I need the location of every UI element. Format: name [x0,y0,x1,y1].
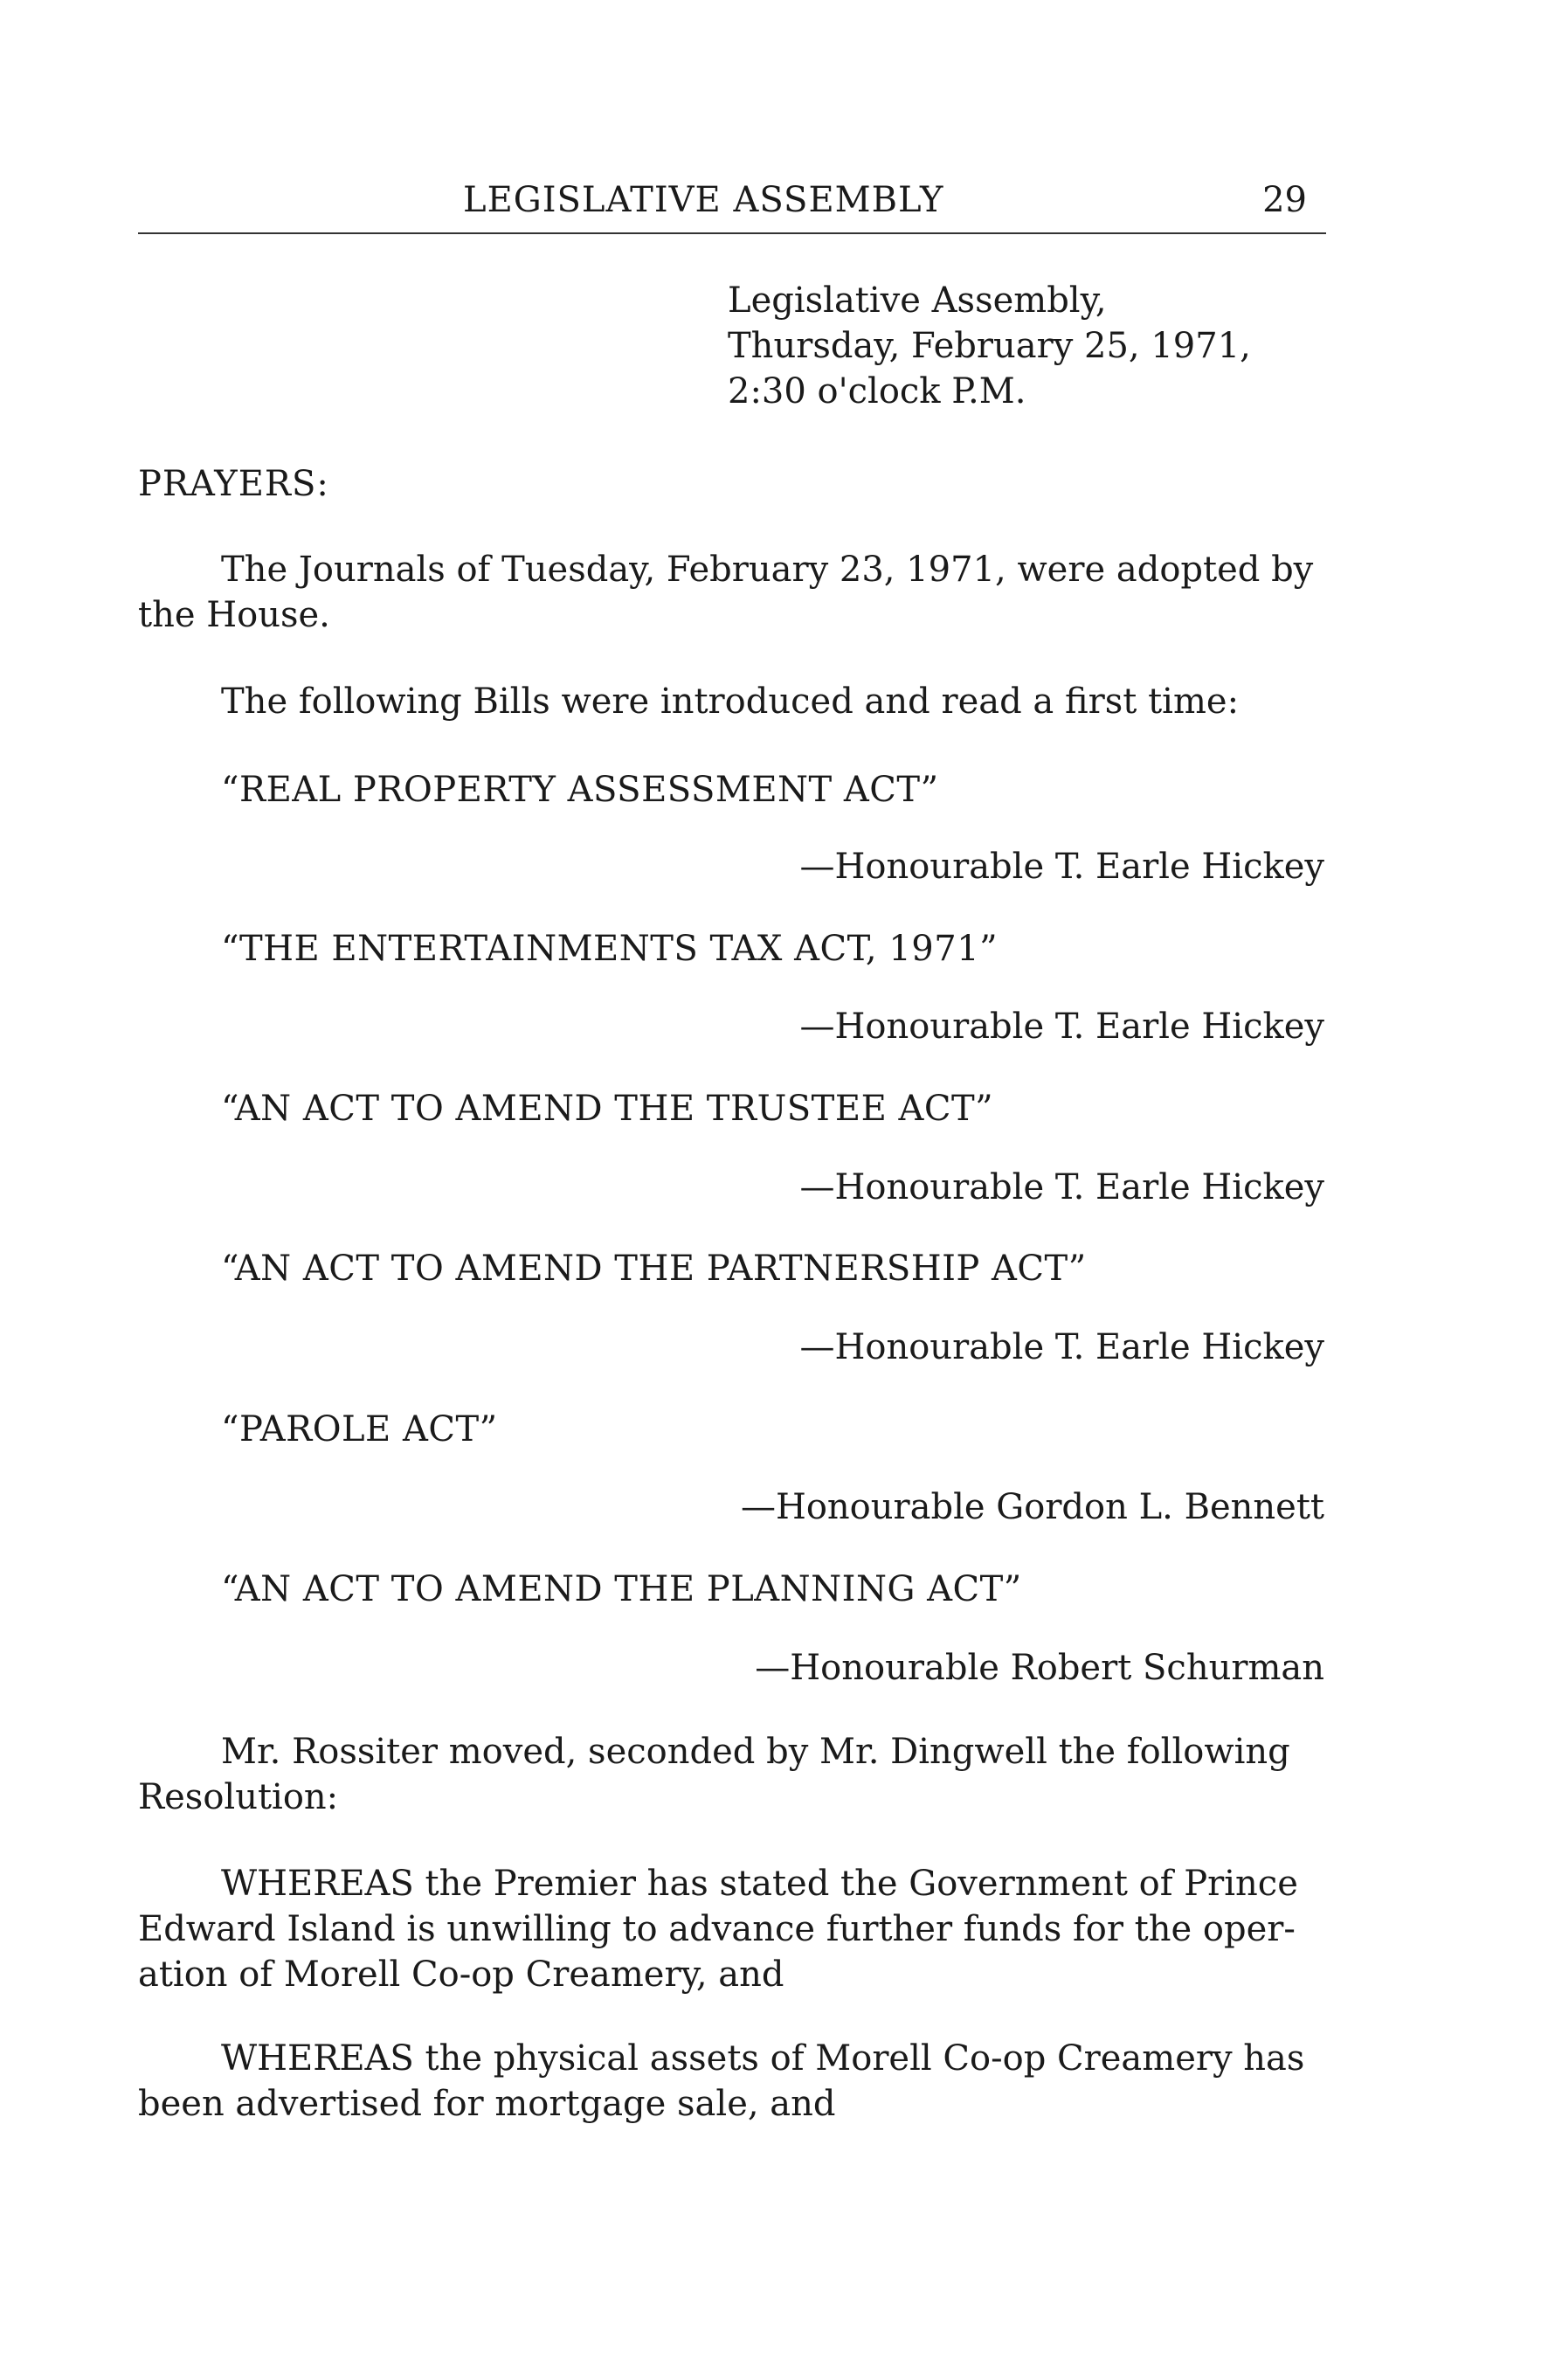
whereas-2-line-1: WHEREAS the physical assets of Morell Co-op Creamery has [221,2038,1305,2079]
journals-line-1: The Journals of Tuesday, February 23, 1971, were adopted by [221,550,1314,590]
bill-sponsor: —Honourable T. Earle Hickey [799,1167,1324,1207]
whereas-1-line-1: WHEREAS the Premier has stated the Government of Prince [221,1864,1298,1904]
bill-title: “AN ACT TO AMEND THE PLANNING ACT” [221,1569,1022,1609]
header-rule [138,232,1326,234]
dateline-date: Thursday, February 25, 1971, [728,326,1251,366]
motion-line-1: Mr. Rossiter moved, seconded by Mr. Dingwell the following [221,1732,1290,1772]
bill-title: “REAL PROPERTY ASSESSMENT ACT” [221,770,939,810]
journals-paragraph [138,547,1326,638]
bill-sponsor: —Honourable Robert Schurman [755,1648,1324,1688]
bill-title: “THE ENTERTAINMENTS TAX ACT, 1971” [221,929,999,969]
whereas-paragraph-2 [138,2036,1326,2127]
whereas-1-line-3: ation of Morell Co-op Creamery, and [138,1955,784,1995]
page-number: 29 [1262,180,1307,220]
bill-title: “AN ACT TO AMEND THE PARTNERSHIP ACT” [221,1249,1087,1289]
whereas-1-line-2: Edward Island is unwilling to advance further funds for the oper- [138,1909,1296,1949]
dateline [728,278,1251,414]
bill-sponsor: —Honourable T. Earle Hickey [799,847,1324,887]
prayers-heading: PRAYERS: [138,464,329,504]
whereas-2-line-2: been advertised for mortgage sale, and [138,2084,836,2124]
bill-sponsor: —Honourable T. Earle Hickey [799,1007,1324,1047]
bill-sponsor: —Honourable T. Earle Hickey [799,1327,1324,1367]
dateline-assembly: Legislative Assembly, [728,280,1107,321]
motion-paragraph [138,1729,1326,1820]
motion-line-2: Resolution: [138,1777,339,1817]
bill-title: “AN ACT TO AMEND THE TRUSTEE ACT” [221,1089,994,1129]
bill-sponsor: —Honourable Gordon L. Bennett [740,1487,1324,1527]
running-header-title: LEGISLATIVE ASSEMBLY [463,180,944,220]
journals-line-2: the House. [138,595,330,635]
bill-title: “PAROLE ACT” [221,1409,498,1449]
bills-intro [138,679,1326,724]
dateline-time: 2:30 o'clock P.M. [728,371,1026,412]
whereas-paragraph-1 [138,1861,1326,1997]
bills-intro-text: The following Bills were introduced and read a first time: [221,681,1240,722]
